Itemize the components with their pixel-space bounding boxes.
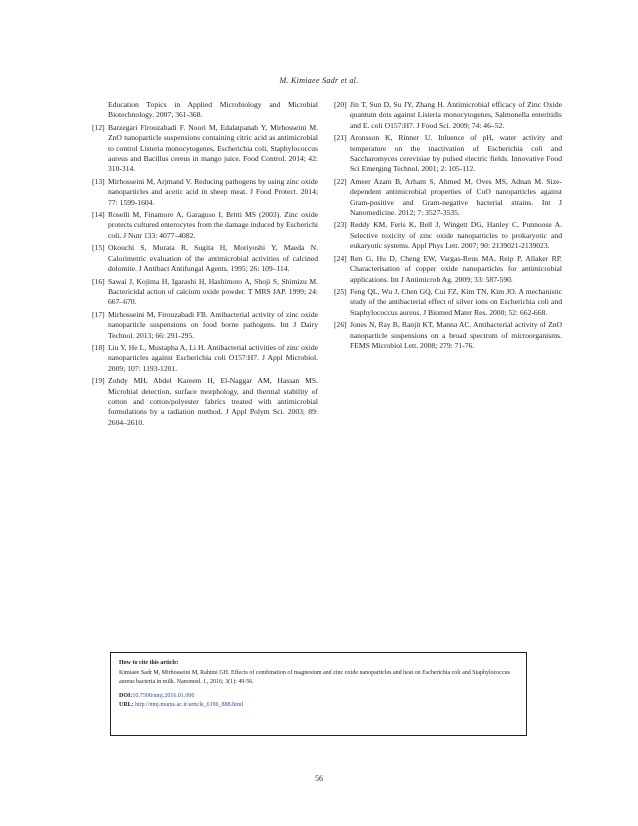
citation-title: How to cite this article: <box>119 660 179 666</box>
citation-text: Kimiaee Sadr M, Mirhosseini M, Rahimi GH. Effects of combination of magnesium and zinc oxide nanoparticles and heat on Escherichia coli and Staphylococcus aureus bacteria in milk. Nanomed. J., 2016; 3(1): 49-56. <box>119 670 510 685</box>
references-column-right <box>334 100 562 353</box>
reference-item: [25] Feng QL, Wu J, Chen GQ, Cui FZ, Kim TN, Kim JO. A mechanistic study of the antibacterial effect of silver ions on Escherichia coli and Staphylococcus aureus. J Biomed Mater Res. 2000; 52: 662-668. <box>334 286 562 317</box>
reference-item: [21] Aronsson K, Rinner U. Inluence of pH, water activity and temperature on the inactivation of Escherichia coli and Saccharomyces cerevisiae by pulsed electric fields. Innovative Food Sci Emerging Technol. 2001; 2: 105-112. <box>334 133 562 174</box>
reference-item: [14] Roselli M, Finamore A, Garaguso I, Britti MS (2003). Zinc oxide protects cultured enterocytes from the damage induced by Escherichi coli. J Nutr 133: 4077–4082. <box>92 210 319 240</box>
reference-item: [12] Barzegari Firouzabadi F. Noori M, Edalatpanah Y, Mirhosseini M. ZnO nanoparticle suspensions containing citric acid as antimicrobial to control Listeria monocytogenes, Escherichia coli, Staphylococcus aureus and Bacillus cereus in mango juice. Food Control. 2014; 42: 310-314. <box>92 122 318 174</box>
doi-link[interactable]: 10.7508/nmj.2016.01.006 <box>132 693 195 700</box>
reference-item: [23] Reddy KM, Feris K, Bell J, Wingett DG, Hanley C, Punnoose A. Selective toxicity of zinc oxide nanoparticles to prokaryotic and eukaryotic systems. Appl Phys Lett. 2007; 90: 2139021-2139023. <box>334 220 562 251</box>
reference-item: [22] Ameer Azam B, Arham S, Ahmed M, Oves MS, Adnan M. Size- dependent antimicrobial properties of CuO nanoparticles against Gram-positive and Gram-negative bacterial strains. Int J Nanomedicine. 2012; 7: 3527-3535. <box>334 176 562 218</box>
reference-item: Education Topics in Applied Microbiology and Microbial Biotechnology. 2007; 361-368. <box>108 100 318 120</box>
citation-box <box>110 652 527 736</box>
reference-item: [18] Liu Y, He L, Mustapha A, Li H. Antibacterial activities of zinc oxide nanoparticles against Escherichia coli O157:H7. J Appl Microbiol. 2009; 107: 1193-1201. <box>92 342 318 373</box>
references-column-left <box>92 100 318 430</box>
reference-item: [15] Okouchi S, Murata R, Sugita H, Moriyoshi Y, Maeda N. Calorimetric evaluation of the antimicrobial activities of calcined dolomite. J Antibact Antifungal Agents. 1995; 26: 109–114. <box>92 243 318 274</box>
article-url-link[interactable]: http://nmj.mums.ac.ir/article_6196_888.html <box>135 701 244 708</box>
reference-item: [24] Ren G, Hu D, Cheng EW, Vargas-Reus MA, Reip P, Allaker RP. Characterisation of copper oxide nanoparticles for antimicrobial applications. Int J Antimicrob Ag. 2009; 33: 587-590. <box>334 253 562 284</box>
reference-item: [19] Zohdy MH, Abdel Kareem H, El-Naggar AM, Hassan MS. Microbial detection, surface morphology, and thermal stability of cotton and cotton/polyester fabrics treated with antimicrobial formulations by a radiation method. J Appl Polym Sci. 2003; 89: 2604–2610. <box>92 376 318 427</box>
reference-item: [20] Jin T, Sun D, Su JY, Zhang H. Antimicrobial efficacy of Zinc Oxide quantum dots against Listeria monocytogenes, Salmonella enteritidis and E. coli O157:H7. J Food Sci. 2009; 74: 46–52. <box>334 100 562 130</box>
page-number: 56 <box>315 774 323 783</box>
doi-label: DOI: <box>119 693 133 700</box>
reference-item: [17] Mirhosseini M, Firouzabadi FB. Antibacterial activity of zinc oxide nanoparticle suspensions on food borne pathogens. Int J Dairy Technol. 2013; 66: 291-295. <box>92 309 318 340</box>
reference-item: [26] Jones N, Ray B, Ranjit KT, Manna AC. Antibacterial activity of ZnO nanoparticle suspensions on a broad spectrum of microorganisms. FEMS Microbiol Lett. 2008; 279: 71-76. <box>334 320 562 350</box>
reference-item: [16] Sawai J, Kojima H, Igarashi H, Hashimoto A, Shoji S, Shimizu M. Bactericidal action of calcium oxide powder. T MRS JAP. 1999; 24: 667–670. <box>92 276 318 307</box>
reference-item: [13] Mirhosseini M, Arjmand V. Reducing pathogens by using zinc oxide nanoparticles and acetic acid in sheep meat. J Food Protect. 2014; 77: 1599-1604. <box>92 176 318 207</box>
running-title: M. Kimiaee Sadr et al. <box>279 76 359 85</box>
url-label: URL: <box>119 701 134 708</box>
url-line <box>119 701 518 709</box>
doi-line <box>119 692 518 700</box>
